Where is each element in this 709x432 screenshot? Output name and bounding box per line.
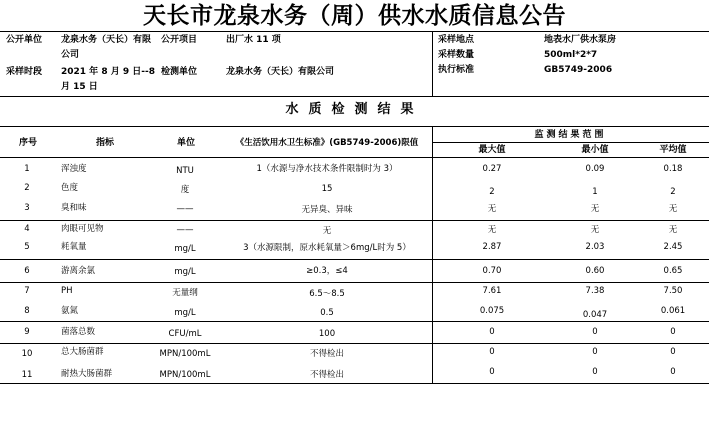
row-indicator: 肉眼可见物 (61, 224, 104, 234)
sampling-site-label: 采样地点 (438, 35, 475, 45)
standard-value: GB5749-2006 (544, 65, 613, 75)
group-divider (0, 282, 709, 283)
row-indicator: 浑浊度 (61, 164, 87, 174)
sampling-period-label: 采样时段 (6, 67, 43, 77)
row-max: 0.27 (482, 164, 502, 174)
header-min: 最小值 (581, 145, 609, 155)
row-limit: 不得检出 (309, 370, 344, 380)
row-limit: ≥0.3，≤4 (306, 266, 348, 276)
row-no: 3 (24, 203, 30, 213)
table-top-border (0, 126, 709, 127)
public-item-label: 公开项目 (161, 35, 198, 45)
row-max: 无 (487, 204, 497, 214)
row-limit: 0.5 (320, 308, 334, 318)
page-title: 天长市龙泉水务（周）供水水质信息公告 (143, 2, 566, 29)
row-no: 9 (24, 327, 30, 337)
row-avg: 7.50 (663, 286, 683, 296)
sampling-qty-label: 采样数量 (438, 50, 475, 60)
row-unit: CFU/mL (168, 329, 202, 339)
row-limit: 3（水源限制，原水耗氧量＞6mg/L时为 5） (243, 243, 411, 253)
header-indicator: 指标 (95, 138, 114, 148)
header-max: 最大值 (478, 145, 506, 155)
row-no: 7 (24, 286, 30, 296)
info-bottom-border (0, 96, 709, 97)
table-header-border (0, 157, 709, 158)
group-divider (0, 321, 709, 322)
row-min: 0.60 (585, 266, 605, 276)
row-unit: NTU (176, 166, 194, 176)
public-item-value: 出厂水 11 项 (226, 35, 281, 45)
row-avg: 0.061 (660, 306, 686, 316)
row-limit: 无异臭、异味 (301, 205, 353, 215)
row-no: 4 (24, 224, 30, 234)
table-bottom-border (0, 383, 709, 384)
row-max: 2.87 (482, 242, 502, 252)
group-divider (0, 220, 709, 221)
row-avg: 2.45 (663, 242, 683, 252)
row-indicator: 总大肠菌群 (61, 347, 104, 357)
row-no: 10 (21, 349, 33, 359)
row-limit: 无 (322, 226, 332, 236)
section-title: 水质检测结果 (285, 102, 424, 117)
row-min: 0 (592, 367, 598, 377)
row-indicator: 菌落总数 (61, 327, 96, 337)
row-min: 7.38 (585, 286, 605, 296)
row-unit: —— (176, 204, 194, 214)
row-unit: mg/L (174, 244, 196, 254)
row-indicator: 氨氮 (61, 306, 79, 316)
row-indicator: 游离余氯 (61, 266, 96, 276)
row-avg: 0 (670, 367, 676, 377)
row-max: 0.70 (482, 266, 502, 276)
row-indicator: 臭和味 (61, 203, 87, 213)
row-max: 7.61 (482, 286, 502, 296)
group-divider (0, 259, 709, 260)
row-indicator: 耐热大肠菌群 (61, 369, 113, 379)
row-avg: 0.18 (663, 164, 683, 174)
header-avg: 平均值 (659, 145, 687, 155)
row-indicator: 色度 (61, 183, 79, 193)
row-avg: 2 (670, 187, 676, 197)
row-limit: 1（水源与净水技术条件限制时为 3） (256, 164, 398, 174)
public-unit-label: 公开单位 (6, 35, 43, 45)
header-unit: 单位 (176, 138, 195, 148)
row-min: 无 (590, 225, 600, 235)
row-indicator: 耗氧量 (61, 242, 87, 252)
row-max: 0 (489, 367, 495, 377)
row-unit: mg/L (174, 267, 196, 277)
range-header-border (432, 142, 709, 143)
row-min: 0.09 (585, 164, 605, 174)
row-limit: 100 (318, 329, 336, 339)
row-max: 0.075 (479, 306, 505, 316)
row-no: 8 (24, 306, 30, 316)
group-divider (0, 343, 709, 344)
row-min: 1 (592, 187, 598, 197)
row-unit: 度 (180, 185, 190, 195)
row-avg: 无 (668, 225, 678, 235)
standard-label: 执行标准 (438, 65, 475, 75)
row-max: 0 (489, 347, 495, 357)
row-min: 0 (592, 347, 598, 357)
testing-unit-label: 检测单位 (161, 67, 198, 77)
row-no: 2 (24, 183, 30, 193)
header-limit: 《生活饮用水卫生标准》(GB5749-2006)限值 (235, 138, 419, 148)
row-max: 0 (489, 327, 495, 337)
public-unit-value: 龙泉水务（天长）有限公司 (61, 35, 152, 60)
row-no: 5 (24, 242, 30, 252)
row-avg: 无 (668, 204, 678, 214)
row-avg: 0 (670, 327, 676, 337)
sampling-period-value: 2021 年 8 月 9 日--8 月 15 日 (61, 67, 155, 92)
row-min: 无 (590, 204, 600, 214)
row-avg: 0 (670, 347, 676, 357)
row-no: 6 (24, 266, 30, 276)
info-top-border (0, 31, 709, 32)
header-no: 序号 (18, 138, 37, 148)
info-divider (432, 31, 433, 96)
row-unit: —— (176, 225, 194, 235)
row-limit: 6.5～8.5 (309, 289, 345, 299)
table-col-divider (432, 126, 433, 383)
header-range: 监测结果范围 (534, 130, 607, 140)
testing-unit-value: 龙泉水务（天长）有限公司 (226, 67, 335, 77)
sampling-qty-value: 500ml*2*7 (544, 50, 598, 60)
row-limit: 15 (321, 184, 333, 194)
sampling-site-value: 地表水厂供水泵房 (544, 35, 617, 45)
row-indicator: PH (61, 286, 73, 296)
row-avg: 0.65 (663, 266, 683, 276)
row-unit: MPN/100mL (159, 370, 211, 380)
row-min: 2.03 (585, 242, 605, 252)
row-min: 0.047 (582, 310, 608, 320)
row-unit: 无量纲 (172, 288, 198, 298)
row-no: 1 (24, 164, 30, 174)
row-unit: MPN/100mL (159, 349, 211, 359)
row-min: 0 (592, 327, 598, 337)
row-max: 2 (489, 187, 495, 197)
row-limit: 不得检出 (309, 349, 344, 359)
row-no: 11 (21, 370, 33, 380)
row-unit: mg/L (174, 308, 196, 318)
row-max: 无 (487, 225, 497, 235)
